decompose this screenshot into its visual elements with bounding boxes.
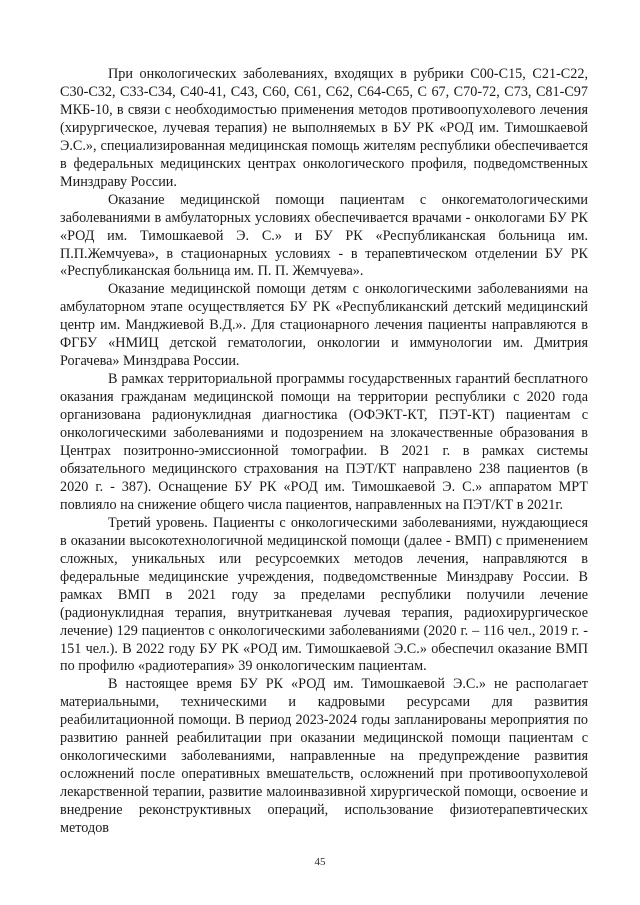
paragraph-third-level-vmp: Третий уровень. Пациенты с онкологическими заболеваниями, нуждающиеся в оказании высокотехнологичной медицинской помощи (далее - ВМП) с применением сложных, уникальных или ресурсоемких методов лечения, направляются в федеральные медицинские учреждения, подведомственные Минздраву России. В рамках ВМП в 2021 году за пределами республики получили лечение (радионуклидная терапия, внутритканевая лучевая терапия, радиохирургическое лечение) 129 пациентов с онкологическими заболеваниями (2020 г. – 116 чел., 2019 г. - 151 чел.). В 2022 году БУ РК «РОД им. Тимошкаевой Э.С.» обеспечил оказание ВМП по профилю «радиотерапия» 39 онкологическим пациентам. [60,514,588,675]
paragraph-oncology-rubrics: При онкологических заболеваниях, входящих в рубрики С00-С15, С21-С22, С30-С32, С33-С34, С40-41, С43, С60, С61, С62, С64-С65, С 67, С70-72, С73, С81-С97 МКБ-10, в связи с необходимостью применения методов противоопухолевого лечения (хирургическое, лучевая терапия) не выполняемых в БУ РК «РОД им. Тимошкаевой Э.С.», специализированная медицинская помощь жителям республики обеспечивается в федеральных медицинских центрах онкологического профиля, подведомственных Минздраву России. [60,66,588,190]
paragraph-rehabilitation: В настоящее время БУ РК «РОД им. Тимошкаевой Э.С.» не располагает материальными, техническими и кадровыми ресурсами для развития реабилитационной помощи. В период 2023-2024 годы запланированы мероприятия по развитию ранней реабилитации при оказании медицинской помощи пациентам с онкологическими заболеваниями, направленные на предупреждение развития осложнений после оперативных вмешательств, осложнений при противоопухолевой лекарственной терапии, развитие малоинвазивной хирургической помощи, освоение и внедрение реконструктивных операций, использование физиотерапевтических методов [60,676,588,837]
paragraph-oncohematology: Оказание медицинской помощи пациентам с онкогематологическими заболеваниями в амбулаторных условиях обеспечивается врачами - онкологами БУ РК «РОД им. Тимошкаевой Э. С.» и БУ РК «Республиканская больница им. П.П.Жемчуева», в стационарных условиях - в терапевтическом отделении БУ РК «Республиканская больница им. П. П. Жемчуева». [60,191,588,280]
page-number: 45 [314,856,326,868]
paragraph-radionuclide-diagnostics: В рамках территориальной программы государственных гарантий бесплатного оказания гражданам медицинской помощи на территории республики с 2020 года организована радионуклидная диагностика (ОФЭКТ-КТ, ПЭТ-КТ) пациентам с онкологическими заболеваниями и подозрением на злокачественные образования в Центрах позитронно-эмиссионной томографии. В 2021 г. в рамках системы обязательного медицинского страхования на ПЭТ/КТ направлено 238 пациентов (в 2020 г. - 387). Оснащение БУ РК «РОД им. Тимошкаевой Э. С.» аппаратом МРТ повлияло на снижение общего числа пациентов, направленных на ПЭТ/КТ в 2021г. [60,371,588,513]
document-body [60,66,588,838]
paragraph-pediatric-oncology: Оказание медицинской помощи детям с онкологическими заболеваниями на амбулаторном этапе осуществляется БУ РК «Республиканский детский медицинский центр им. Манджиевой В.Д.». Для стационарного лечения пациенты направляются в ФГБУ «НМИЦ детской гематологии, онкологии и иммунологии им. Дмитрия Рогачева» Минздрава России. [60,281,588,370]
